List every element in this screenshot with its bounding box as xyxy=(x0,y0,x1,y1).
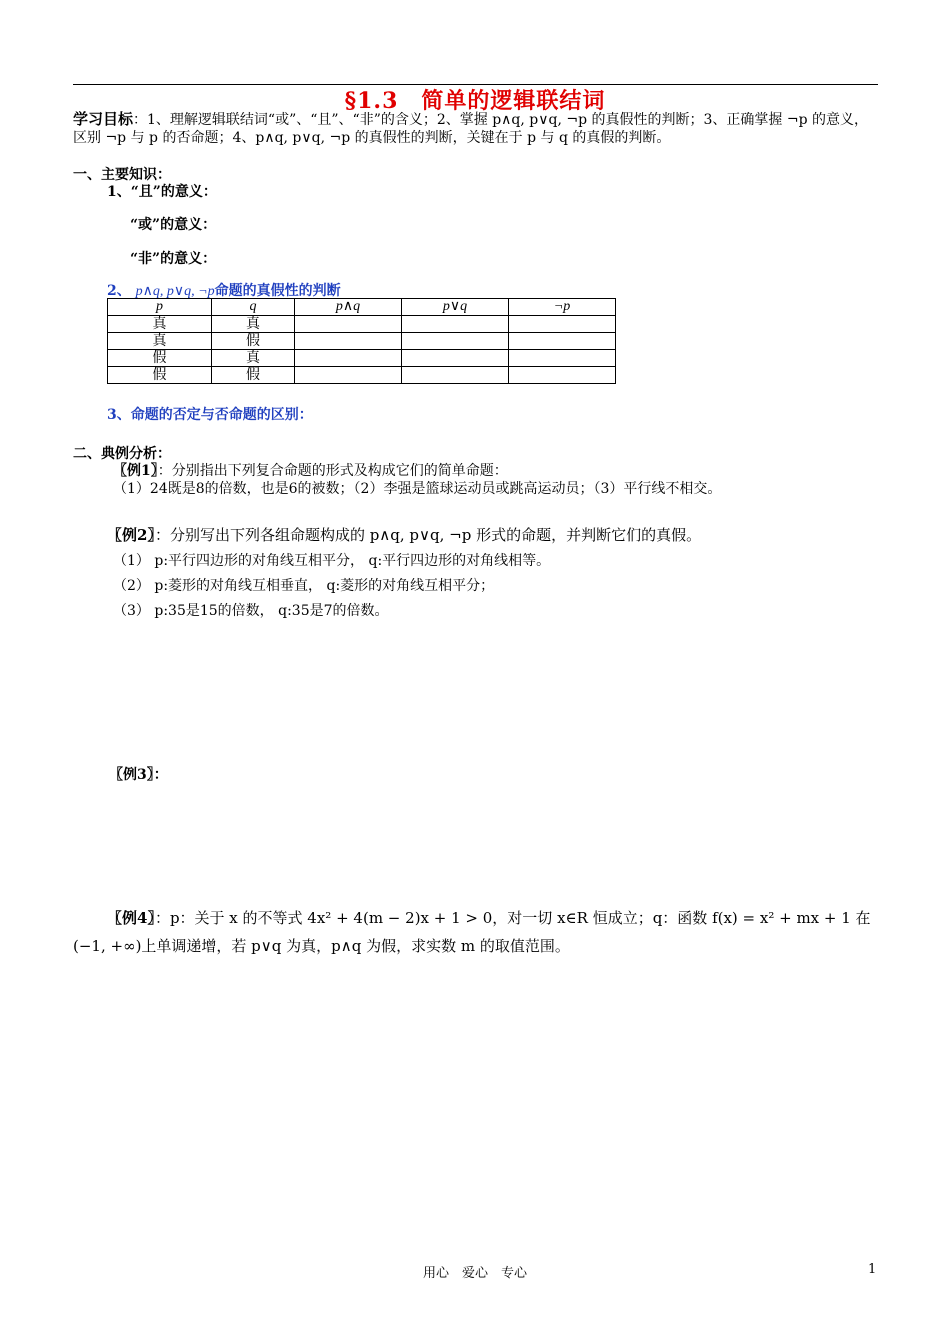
section1-heading: 一、主要知识： xyxy=(73,167,171,183)
example2-text: ：分别写出下列各组命题构成的 p∧q, p∨q, ¬p 形式的命题，并判断它们的真假。 xyxy=(154,526,702,544)
and-meaning-label: 1、“且”的意义： xyxy=(107,184,217,200)
cell-p-or-q[interactable] xyxy=(402,367,509,384)
example1-line xyxy=(113,460,508,480)
page-number: 1 xyxy=(868,1262,877,1277)
table-row xyxy=(108,350,616,367)
cell-q: 真 xyxy=(212,316,295,333)
cell-p-and-q[interactable] xyxy=(295,350,402,367)
cell-p: 真 xyxy=(108,333,212,350)
header-p: p xyxy=(108,299,212,316)
cell-q: 假 xyxy=(212,333,295,350)
or-meaning-label: “或”的意义： xyxy=(130,217,217,233)
example1-text: ：分别指出下列复合命题的形式及构成它们的简单命题： xyxy=(157,463,508,479)
example4-label: 〖例4〗 xyxy=(107,909,155,927)
cell-p-or-q[interactable] xyxy=(402,316,509,333)
objectives-paragraph xyxy=(73,110,878,147)
header-q: q xyxy=(212,299,295,316)
example4-line2: (−1, +∞)上单调递增，若 p∨q 为真，p∧q 为假，求实数 m 的取值范围。 xyxy=(73,937,570,955)
example3-label: 〖例3〗： xyxy=(109,767,168,783)
example2-item-1: （1） p:平行四边形的对角线互相平分， q:平行四边形的对角线相等。 xyxy=(113,553,551,569)
objectives-text: ：1、理解逻辑联结词“或”、“且”、“非”的含义；2、掌握 p∧q, p∨q, ¬p 的真假性的判断；3、正确掌握 ¬p 的意义，区别 ¬p 与 p 的否命题；4、p∧q, p∨q, ¬p 的真假性的判断，关键在于 p 与 q 的真假的判断。 xyxy=(73,112,869,146)
cell-p-or-q[interactable] xyxy=(402,350,509,367)
cell-p-and-q[interactable] xyxy=(295,333,402,350)
table-row xyxy=(108,333,616,350)
negation-vs-inverse-heading: 3、命题的否定与否命题的区别： xyxy=(107,407,313,423)
cell-not-p[interactable] xyxy=(509,316,616,333)
section2-heading: 二、典例分析： xyxy=(73,446,171,462)
truth-section-math: p∧q, p∨q, ¬p xyxy=(135,284,215,299)
header-p-or-q: p∨q xyxy=(402,299,509,316)
table-row xyxy=(108,316,616,333)
cell-not-p[interactable] xyxy=(509,367,616,384)
truth-section-text: 命题的真假性的判断 xyxy=(214,283,341,299)
example2-item-3: （3） p:35是15的倍数， q:35是7的倍数。 xyxy=(113,603,389,619)
header-p-and-q: p∧q xyxy=(295,299,402,316)
cell-q: 真 xyxy=(212,350,295,367)
cell-not-p[interactable] xyxy=(509,333,616,350)
header-not-p: ¬p xyxy=(509,299,616,316)
example1-items: （1）24既是8的倍数，也是6的被数；（2）李强是篮球运动员或跳高运动员；（3）平行线不相交。 xyxy=(113,481,722,497)
example4-line1 xyxy=(107,907,871,928)
example2-item-2: （2） p:菱形的对角线互相垂直， q:菱形的对角线互相平分； xyxy=(113,578,495,594)
cell-p: 假 xyxy=(108,367,212,384)
truth-table xyxy=(107,298,616,384)
cell-p-and-q[interactable] xyxy=(295,367,402,384)
example1-label: 〖例1〗 xyxy=(113,463,158,479)
truth-section-heading xyxy=(107,280,341,300)
objectives-label: 学习目标 xyxy=(73,110,134,128)
page-footer: 用心 爱心 专心 xyxy=(422,1266,527,1281)
not-meaning-label: “非”的意义： xyxy=(130,251,217,267)
cell-p-and-q[interactable] xyxy=(295,316,402,333)
cell-p-or-q[interactable] xyxy=(402,333,509,350)
truth-table-header-row xyxy=(108,299,616,316)
example2-label: 〖例2〗 xyxy=(107,526,155,544)
example4-text-line1: ：p：关于 x 的不等式 4x² + 4(m − 2)x + 1 > 0，对一切 x∈R 恒成立；q：函数 f(x) = x² + mx + 1 在 xyxy=(154,909,871,927)
cell-not-p[interactable] xyxy=(509,350,616,367)
cell-p: 假 xyxy=(108,350,212,367)
example2-line xyxy=(107,524,701,545)
truth-section-number: 2、 xyxy=(107,283,131,299)
cell-q: 假 xyxy=(212,367,295,384)
cell-p: 真 xyxy=(108,316,212,333)
page-title: §1.3 简单的逻辑联结词 xyxy=(344,88,606,114)
table-row xyxy=(108,367,616,384)
